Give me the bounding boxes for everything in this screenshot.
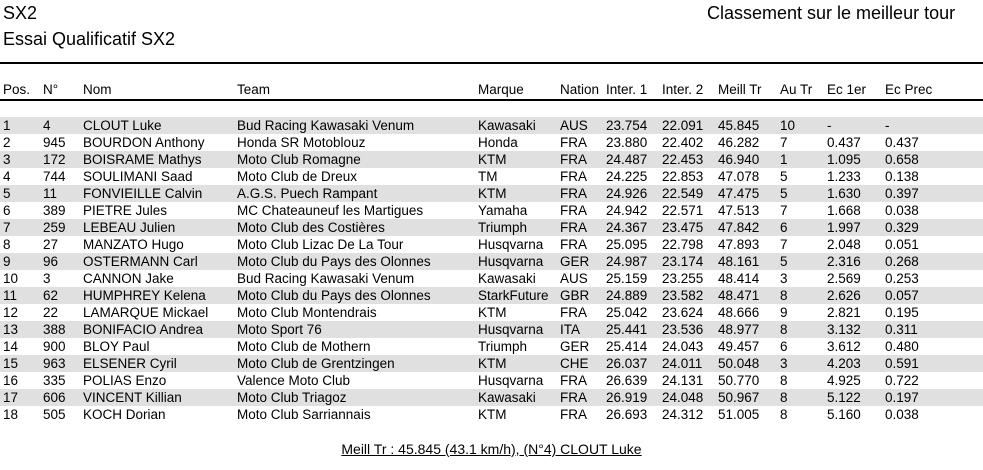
table-row [0,321,983,338]
cell-team: Moto Club Lizac De La Tour [237,237,404,252]
table-row [0,219,983,236]
cell-au_tr: 9 [780,305,788,320]
cell-inter1: 25.042 [606,305,648,320]
cell-ec_1er: 5.122 [827,390,861,405]
table-row [0,202,983,219]
cell-name: BONIFACIO Andrea [83,322,204,337]
cell-num: 4 [43,118,51,133]
cell-inter1: 24.926 [606,186,648,201]
cell-name: ELSENER Cyril [83,356,177,371]
cell-marque: TM [478,169,498,184]
cell-ec_1er: 1.095 [827,152,861,167]
cell-au_tr: 8 [780,288,788,303]
cell-marque: Triumph [478,220,528,235]
cell-team: Moto Club Sarriannais [237,407,371,422]
cell-inter2: 24.131 [662,373,704,388]
cell-ec_prec: 0.437 [885,135,919,150]
cell-ec_1er: 1.630 [827,186,861,201]
cell-num: 945 [43,135,66,150]
cell-num: 505 [43,407,66,422]
cell-pos: 14 [3,339,19,354]
cell-pos: 3 [3,152,11,167]
cell-name: SOULIMANI Saad [83,169,193,184]
cell-marque: Husqvarna [478,373,544,388]
cell-team: A.G.S. Puech Rampant [237,186,378,201]
cell-pos: 4 [3,169,11,184]
cell-inter1: 24.487 [606,152,648,167]
cell-au_tr: 1 [780,152,788,167]
cell-inter1: 25.159 [606,271,648,286]
cell-meill_tr: 47.513 [718,203,760,218]
cell-num: 3 [43,271,51,286]
cell-marque: Kawasaki [478,271,536,286]
cell-marque: KTM [478,152,507,167]
cell-marque: Husqvarna [478,254,544,269]
cell-marque: KTM [478,186,507,201]
cell-num: 96 [43,254,59,269]
cell-pos: 6 [3,203,11,218]
cell-ec_1er: 1.997 [827,220,861,235]
column-header-num: N° [43,82,59,97]
cell-inter1: 23.754 [606,118,648,133]
cell-inter2: 24.048 [662,390,704,405]
cell-marque: KTM [478,356,507,371]
cell-pos: 12 [3,305,19,320]
cell-meill_tr: 46.282 [718,135,760,150]
cell-au_tr: 5 [780,169,788,184]
cell-au_tr: 5 [780,186,788,201]
cell-ec_prec: 0.051 [885,237,919,252]
cell-marque: Kawasaki [478,390,536,405]
cell-ec_1er: 4.203 [827,356,861,371]
table-row [0,406,983,423]
column-header-name: Nom [83,82,112,97]
cell-team: Moto Club de Grentzingen [237,356,395,371]
cell-nation: FRA [560,186,587,201]
cell-name: LEBEAU Julien [83,220,176,235]
cell-team: Moto Club du Pays des Olonnes [237,288,431,303]
cell-name: CANNON Jake [83,271,174,286]
cell-team: Moto Club de Mothern [237,339,371,354]
cell-inter2: 24.043 [662,339,704,354]
cell-nation: AUS [560,118,588,133]
table-row [0,270,983,287]
cell-ec_1er: 0.437 [827,135,861,150]
cell-team: Moto Club Triagoz [237,390,347,405]
cell-num: 22 [43,305,59,320]
cell-name: BOURDON Anthony [83,135,205,150]
cell-ec_1er: 3.612 [827,339,861,354]
cell-marque: StarkFuture [478,288,549,303]
table-row [0,151,983,168]
cell-num: 62 [43,288,59,303]
table-row [0,168,983,185]
table-body [0,117,983,423]
cell-inter2: 24.011 [662,356,703,371]
cell-meill_tr: 47.475 [718,186,760,201]
cell-team: Honda SR Motoblouz [237,135,366,150]
cell-inter2: 23.255 [662,271,704,286]
cell-name: LAMARQUE Mickael [83,305,209,320]
cell-num: 606 [43,390,66,405]
cell-au_tr: 7 [780,135,788,150]
cell-ec_prec: 0.722 [885,373,919,388]
cell-ec_1er: 1.668 [827,203,861,218]
cell-num: 744 [43,169,66,184]
cell-ec_1er: 2.626 [827,288,861,303]
column-header-ec_1er: Ec 1er [827,82,867,97]
cell-team: Valence Moto Club [237,373,351,388]
cell-pos: 10 [3,271,19,286]
header-rule [0,99,983,101]
cell-ec_1er: 2.048 [827,237,861,252]
table-row [0,236,983,253]
column-header-team: Team [237,82,271,97]
cell-au_tr: 3 [780,356,788,371]
cell-ec_prec: 0.057 [885,288,919,303]
cell-ec_prec: - [885,118,890,133]
cell-ec_prec: 0.397 [885,186,919,201]
cell-team: MC Chateauneuf les Martigues [237,203,424,218]
cell-au_tr: 8 [780,322,788,337]
cell-nation: ITA [560,322,580,337]
column-header-pos: Pos. [3,82,31,97]
cell-inter1: 25.095 [606,237,648,252]
cell-meill_tr: 49.457 [718,339,760,354]
cell-au_tr: 7 [780,237,788,252]
cell-au_tr: 7 [780,203,788,218]
cell-num: 172 [43,152,66,167]
cell-pos: 5 [3,186,11,201]
column-header-marque: Marque [478,82,524,97]
cell-name: BLOY Paul [83,339,150,354]
cell-nation: FRA [560,305,587,320]
column-header-meill_tr: Meill Tr [718,82,762,97]
cell-ec_prec: 0.253 [885,271,919,286]
cell-ec_1er: - [827,118,832,133]
cell-ec_prec: 0.138 [885,169,919,184]
cell-ec_prec: 0.038 [885,407,919,422]
cell-pos: 2 [3,135,11,150]
cell-ec_prec: 0.658 [885,152,919,167]
cell-nation: GER [560,254,590,269]
cell-nation: FRA [560,373,587,388]
cell-inter1: 26.919 [606,390,648,405]
cell-nation: GER [560,339,590,354]
cell-pos: 7 [3,220,11,235]
cell-team: Moto Club Romagne [237,152,361,167]
cell-marque: Kawasaki [478,118,536,133]
cell-nation: FRA [560,390,587,405]
cell-ec_prec: 0.268 [885,254,919,269]
column-header-ec_prec: Ec Prec [885,82,933,97]
cell-au_tr: 3 [780,271,788,286]
cell-inter1: 26.693 [606,407,648,422]
table-row [0,117,983,134]
cell-pos: 15 [3,356,19,371]
cell-name: OSTERMANN Carl [83,254,198,269]
cell-meill_tr: 45.845 [718,118,760,133]
cell-name: KOCH Dorian [83,407,166,422]
cell-name: MANZATO Hugo [83,237,184,252]
cell-pos: 9 [3,254,11,269]
cell-inter1: 24.987 [606,254,648,269]
cell-nation: FRA [560,203,587,218]
cell-au_tr: 6 [780,339,788,354]
cell-inter2: 23.582 [662,288,704,303]
cell-marque: Yamaha [478,203,528,218]
cell-pos: 16 [3,373,19,388]
cell-pos: 8 [3,237,11,252]
cell-name: POLIAS Enzo [83,373,167,388]
cell-nation: GBR [560,288,590,303]
cell-num: 27 [43,237,59,252]
cell-meill_tr: 48.666 [718,305,760,320]
table-row [0,338,983,355]
cell-nation: FRA [560,237,587,252]
cell-nation: FRA [560,169,587,184]
cell-ec_1er: 2.821 [827,305,861,320]
cell-team: Bud Racing Kawasaki Venum [237,271,415,286]
cell-au_tr: 8 [780,390,788,405]
cell-inter2: 22.453 [662,152,704,167]
cell-name: HUMPHREY Kelena [83,288,206,303]
cell-inter1: 24.367 [606,220,648,235]
cell-nation: FRA [560,135,587,150]
cell-meill_tr: 47.893 [718,237,760,252]
cell-num: 389 [43,203,66,218]
cell-name: VINCENT Killian [83,390,182,405]
cell-inter2: 23.624 [662,305,704,320]
cell-inter1: 26.639 [606,373,648,388]
cell-nation: FRA [560,152,587,167]
cell-marque: Triumph [478,339,528,354]
cell-meill_tr: 48.414 [718,271,760,286]
cell-ec_prec: 0.480 [885,339,919,354]
cell-num: 963 [43,356,66,371]
cell-au_tr: 5 [780,254,788,269]
cell-meill_tr: 48.161 [718,254,760,269]
cell-marque: Husqvarna [478,237,544,252]
cell-meill_tr: 51.005 [718,407,760,422]
cell-nation: FRA [560,220,587,235]
cell-ec_prec: 0.197 [885,390,919,405]
table-row [0,134,983,151]
cell-au_tr: 8 [780,373,788,388]
cell-ec_prec: 0.329 [885,220,919,235]
column-header-nation: Nation [560,82,600,97]
session-title: Essai Qualificatif SX2 [3,29,176,49]
best-lap-footer [0,440,983,458]
cell-ec_1er: 3.132 [827,322,861,337]
top-rule [0,62,983,64]
cell-team: Bud Racing Kawasaki Venum [237,118,415,133]
cell-meill_tr: 48.471 [718,288,760,303]
cell-team: Moto Club du Pays des Olonnes [237,254,431,269]
cell-team: Moto Club Montendrais [237,305,377,320]
cell-meill_tr: 47.078 [718,169,760,184]
cell-ec_prec: 0.195 [885,305,919,320]
cell-meill_tr: 48.977 [718,322,760,337]
cell-name: BOISRAME Mathys [83,152,202,167]
cell-inter2: 24.312 [662,407,704,422]
best-lap-summary: Meill Tr : 45.845 (43.1 km/h), (N°4) CLOUT Luke [341,441,642,457]
cell-team: Moto Sport 76 [237,322,322,337]
cell-ec_1er: 2.569 [827,271,861,286]
table-row [0,253,983,270]
cell-nation: FRA [560,407,587,422]
cell-inter1: 24.889 [606,288,648,303]
category-title: SX2 [3,3,38,23]
cell-name: PIETRE Jules [83,203,168,218]
cell-ec_1er: 5.160 [827,407,861,422]
cell-au_tr: 8 [780,407,788,422]
cell-inter2: 22.091 [662,118,704,133]
cell-meill_tr: 50.048 [718,356,760,371]
cell-inter2: 22.853 [662,169,704,184]
cell-inter2: 23.536 [662,322,704,337]
cell-inter2: 22.571 [662,203,704,218]
cell-marque: Honda [478,135,518,150]
cell-pos: 13 [3,322,19,337]
cell-inter1: 24.942 [606,203,648,218]
cell-num: 388 [43,322,66,337]
cell-inter1: 25.414 [606,339,648,354]
cell-ec_1er: 1.233 [827,169,861,184]
cell-ec_1er: 2.316 [827,254,861,269]
cell-num: 259 [43,220,66,235]
cell-meill_tr: 50.967 [718,390,760,405]
cell-ec_prec: 0.591 [885,356,919,371]
table-row [0,185,983,202]
cell-pos: 1 [3,118,11,133]
cell-inter2: 22.402 [662,135,704,150]
cell-inter2: 23.174 [662,254,704,269]
table-header-row [0,81,983,98]
table-row [0,389,983,406]
cell-marque: Husqvarna [478,322,544,337]
cell-meill_tr: 47.842 [718,220,760,235]
table-row [0,372,983,389]
cell-nation: CHE [560,356,589,371]
cell-team: Moto Club de Dreux [237,169,358,184]
cell-inter2: 23.475 [662,220,704,235]
cell-inter1: 24.225 [606,169,648,184]
cell-marque: KTM [478,407,507,422]
cell-team: Moto Club des Costières [237,220,385,235]
cell-pos: 17 [3,390,19,405]
cell-pos: 18 [3,407,19,422]
table-row [0,355,983,372]
cell-inter2: 22.798 [662,237,704,252]
cell-marque: KTM [478,305,507,320]
cell-num: 335 [43,373,66,388]
cell-inter1: 26.037 [606,356,648,371]
table-row [0,287,983,304]
column-header-au_tr: Au Tr [780,82,813,97]
cell-inter1: 23.880 [606,135,648,150]
cell-au_tr: 10 [780,118,796,133]
column-header-inter1: Inter. 1 [606,82,648,97]
ranking-note: Classement sur le meilleur tour [707,3,956,23]
cell-name: FONVIEILLE Calvin [83,186,203,201]
table-row [0,304,983,321]
cell-num: 900 [43,339,66,354]
cell-meill_tr: 50.770 [718,373,760,388]
cell-ec_prec: 0.311 [885,322,918,337]
cell-pos: 11 [3,288,18,303]
cell-num: 11 [43,186,58,201]
cell-au_tr: 6 [780,220,788,235]
cell-nation: AUS [560,271,588,286]
cell-inter1: 25.441 [606,322,648,337]
column-header-inter2: Inter. 2 [662,82,704,97]
cell-meill_tr: 46.940 [718,152,760,167]
cell-ec_prec: 0.038 [885,203,919,218]
cell-ec_1er: 4.925 [827,373,861,388]
cell-name: CLOUT Luke [83,118,162,133]
cell-inter2: 22.549 [662,186,704,201]
